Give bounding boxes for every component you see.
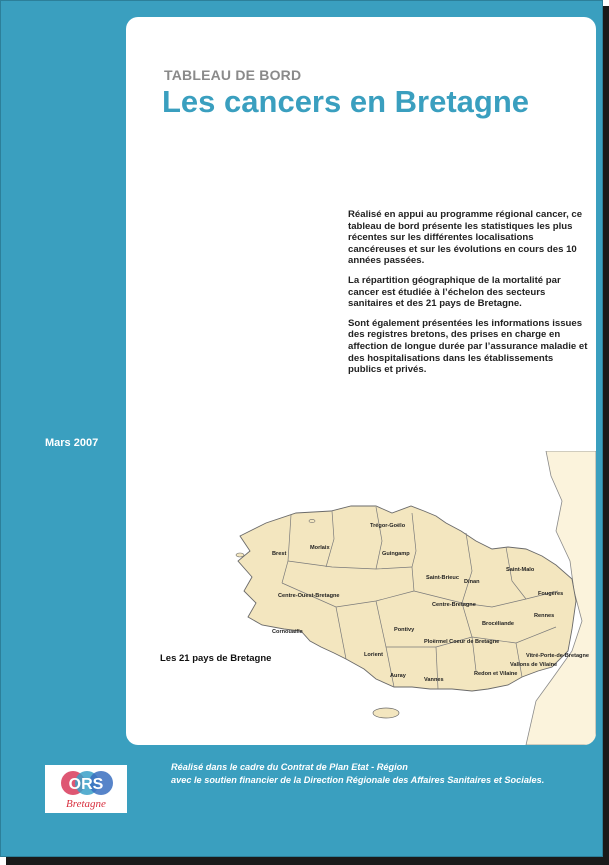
map-island (236, 553, 244, 557)
map-label-saint-malo: Saint-Malo (506, 567, 535, 573)
map-label-ploermel-coeur-de-bretagne: Ploërmel Coeur de Bretagne (424, 639, 500, 645)
map-label-centre-ouest-bretagne: Centre-Ouest-Bretagne (278, 593, 340, 599)
map-island (373, 708, 399, 718)
map-island (309, 519, 315, 522)
map-label-brest: Brest (272, 551, 287, 557)
map-label-vannes: Vannes (424, 677, 444, 683)
map-label-dinan: Dinan (464, 579, 480, 585)
map-label-morlaix: Morlaix (310, 545, 330, 551)
map-label-redon-et-vilaine: Redon et Vilaine (474, 671, 518, 677)
page-shadow-right (603, 6, 609, 857)
map-label-pontivy: Pontivy (394, 627, 415, 633)
intro-paragraph: La répartition géographique de la mortalité par cancer est étudiée à l’échelon des secteurs sanitaires et des 21 pays de Bretagne. (348, 274, 561, 310)
footer-line: avec le soutien financier de la Direction Régionale des Affaires Sanitaires et Sociales. (171, 774, 545, 785)
map-caption: Les 21 pays de Bretagne (160, 653, 272, 664)
logo-wordmark: ORS (68, 776, 104, 793)
map-label-lorient: Lorient (364, 652, 383, 658)
map-label-saint-brieuc: Saint-Brieuc (426, 575, 459, 581)
map-label-tregor-goelo: Trégor-Goëlo (370, 523, 406, 529)
ors-bretagne-logo (45, 765, 127, 813)
intro-paragraph: Sont également présentées les informations issues des registres bretons, des prises en charge en affection de longue durée par l’assurance maladie et des hospitalisations dans les établissements publics et privés. (348, 317, 588, 376)
map-label-vitre-porte-de-bretagne: Vitré-Porte-de-Bretagne (526, 653, 589, 659)
ors-logo-graphic (45, 765, 127, 813)
map-label-broceliande: Brocéliande (482, 621, 515, 627)
footer-line: Réalisé dans le cadre du Contrat de Plan Etat - Région (171, 762, 408, 772)
map-label-fougeres: Fougères (538, 591, 564, 597)
intro-paragraph: Réalisé en appui au programme régional cancer, ce tableau de bord présente les statistiques les plus récentes sur les différentes localisations cancéreuses et sur les évolutions en cours des 10 années passées. (348, 209, 583, 267)
logo-subtext: Bretagne (66, 798, 106, 810)
page-shadow-bottom (6, 857, 609, 865)
map-label-guingamp: Guingamp (382, 551, 410, 557)
document-title: Les cancers en Bretagne (162, 84, 530, 119)
map-label-vallons-de-vilaine: Vallons de Vilaine (510, 662, 558, 668)
brittany-pays-map (226, 451, 596, 745)
publication-date: Mars 2007 (45, 437, 99, 449)
document-kicker: TABLEAU DE BORD (164, 67, 302, 83)
map-label-centre-bretagne: Centre-Bretagne (432, 602, 476, 608)
map-label-auray: Auray (390, 673, 406, 679)
content-panel (126, 17, 596, 745)
footer-credits (171, 761, 591, 786)
map-label-cornouaille: Cornouaille (272, 629, 303, 635)
map-label-rennes: Rennes (534, 613, 555, 619)
intro-text (348, 209, 588, 384)
